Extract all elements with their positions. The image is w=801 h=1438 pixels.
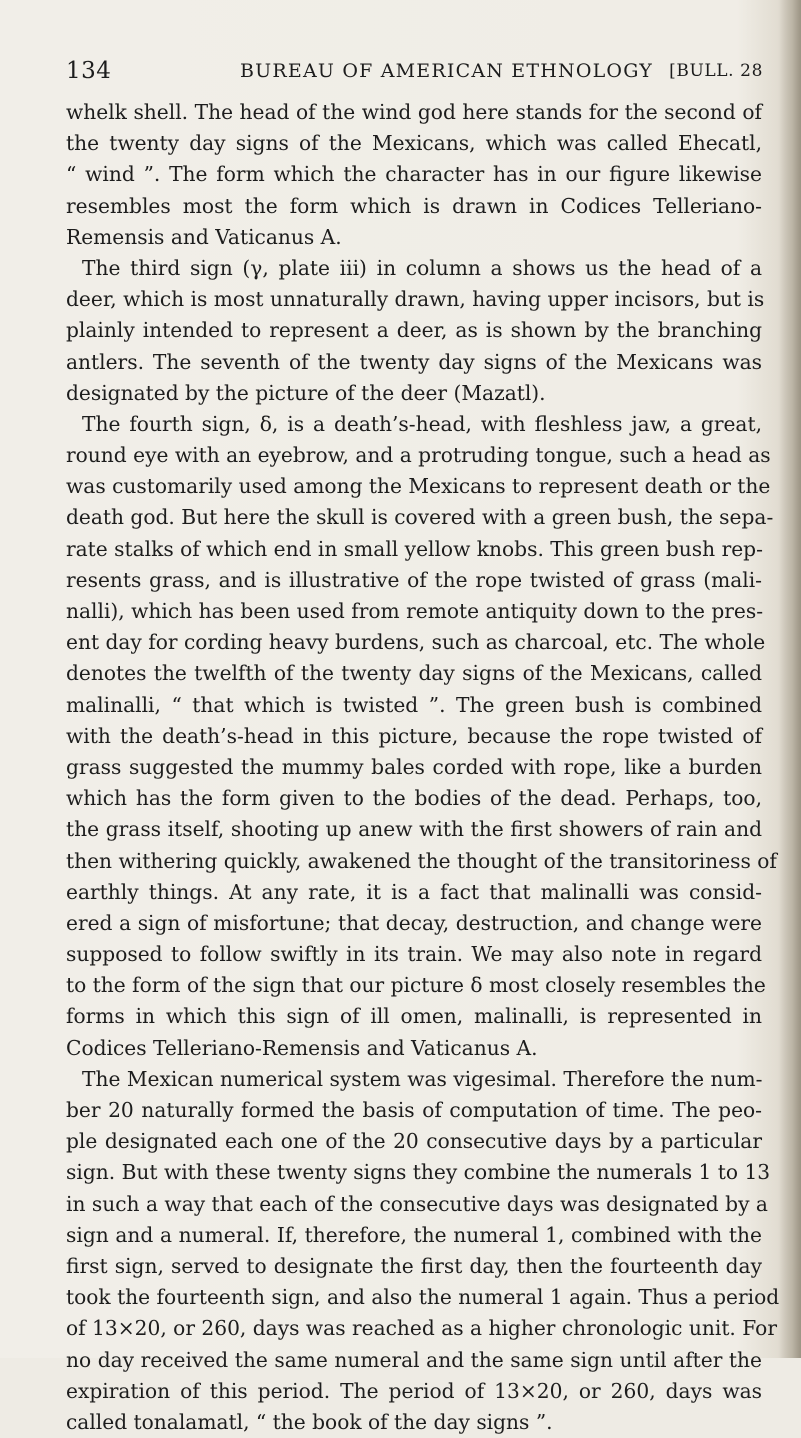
text-line: earthly things. At any rate, it is a fact that malinalli was consid- bbox=[66, 879, 762, 904]
text-line: whelk shell. The head of the wind god here stands for the second of bbox=[66, 100, 762, 124]
text-line: of 13×20, or 260, days was reached as a higher chronologic unit. For bbox=[66, 1316, 777, 1341]
text-line: the twenty day signs of the Mexicans, which was called Ehecatl, bbox=[66, 131, 762, 156]
running-title: BUREAU OF AMERICAN ETHNOLOGY bbox=[240, 60, 653, 82]
text-line: grass suggested the mummy bales corded with rope, like a burden bbox=[66, 754, 762, 779]
text-line: plainly intended to represent a deer, as is shown by the branching bbox=[66, 318, 762, 343]
text-line: Codices Telleriano-Remensis and Vaticanus A. bbox=[66, 1035, 538, 1060]
text-line: forms in which this sign of ill omen, malinalli, is represented in bbox=[66, 1004, 762, 1029]
text-line: resembles most the form which is drawn in Codices Telleriano- bbox=[66, 193, 762, 218]
text-line: in such a way that each of the consecutive days was designated by a bbox=[66, 1191, 768, 1216]
text-line: Remensis and Vaticanus A. bbox=[66, 224, 342, 249]
text-line: sign. But with these twenty signs they combine the numerals 1 to 13 bbox=[66, 1160, 771, 1185]
text-line: which has the form given to the bodies of the dead. Perhaps, too, bbox=[66, 786, 762, 811]
text-line: “ wind ”. The form which the character has in our figure likewise bbox=[66, 162, 762, 187]
text-line: then withering quickly, awakened the thought of the transitoriness of bbox=[66, 848, 777, 873]
body-text bbox=[66, 97, 780, 1438]
text-line: with the death’s-head in this picture, because the rope twisted of bbox=[66, 723, 762, 748]
text-line: supposed to follow swiftly in its train. We may also note in regard bbox=[66, 942, 762, 967]
text-line: denotes the twelfth of the twenty day signs of the Mexicans, called bbox=[66, 661, 762, 686]
text-line: ple designated each one of the 20 consecutive days by a particular bbox=[66, 1129, 762, 1154]
text-line: nalli), which has been used from remote antiquity down to the pres- bbox=[66, 599, 764, 623]
text-line: to the form of the sign that our picture δ most closely resembles the bbox=[66, 973, 766, 998]
text-line: The third sign (γ, plate iii) in column a shows us the head of a bbox=[82, 255, 762, 280]
text-line: round eye with an eyebrow, and a protruding tongue, such a head as bbox=[66, 443, 771, 468]
text-line: rate stalks of which end in small yellow knobs. This green bush rep- bbox=[66, 536, 763, 561]
text-line: malinalli, “ that which is twisted ”. The green bush is combined bbox=[66, 692, 762, 717]
text-line: expiration of this period. The period of 13×20, or 260, days was bbox=[66, 1378, 762, 1403]
page-header bbox=[66, 58, 763, 88]
text-line: deer, which is most unnaturally drawn, having upper incisors, but is bbox=[66, 287, 765, 312]
text-line: antlers. The seventh of the twenty day signs of the Mexicans was bbox=[66, 349, 762, 374]
text-line: the grass itself, shooting up anew with the first showers of rain and bbox=[66, 817, 762, 842]
bulletin-reference: [BULL. 28 bbox=[669, 61, 763, 81]
text-line: designated by the picture of the deer (Mazatl). bbox=[66, 380, 546, 405]
text-line: took the fourteenth sign, and also the numeral 1 again. Thus a period bbox=[66, 1285, 780, 1310]
text-line: sign and a numeral. If, therefore, the numeral 1, combined with the bbox=[66, 1222, 762, 1247]
text-line: death god. But here the skull is covered with a green bush, the sepa- bbox=[66, 505, 774, 530]
page-edge-shadow bbox=[779, 0, 801, 1358]
text-line: ent day for cording heavy burdens, such as charcoal, etc. The whole bbox=[66, 630, 766, 655]
text-line: no day received the same numeral and the same sign until after the bbox=[66, 1347, 762, 1372]
text-line: The Mexican numerical system was vigesimal. Therefore the num- bbox=[82, 1066, 763, 1091]
text-line: ber 20 naturally formed the basis of computation of time. The peo- bbox=[66, 1098, 762, 1122]
text-line: The fourth sign, δ, is a death’s-head, with fleshless jaw, a great, bbox=[82, 411, 762, 436]
text-line: first sign, served to designate the first day, then the fourteenth day bbox=[66, 1253, 762, 1278]
text-line: ered a sign of misfortune; that decay, destruction, and change were bbox=[66, 910, 762, 935]
page-number: 134 bbox=[66, 58, 112, 84]
text-line: was customarily used among the Mexicans to represent death or the bbox=[66, 474, 771, 499]
text-line: called tonalamatl, “ the book of the day signs ”. bbox=[66, 1409, 553, 1434]
text-line: resents grass, and is illustrative of the rope twisted of grass (mali- bbox=[66, 567, 762, 592]
